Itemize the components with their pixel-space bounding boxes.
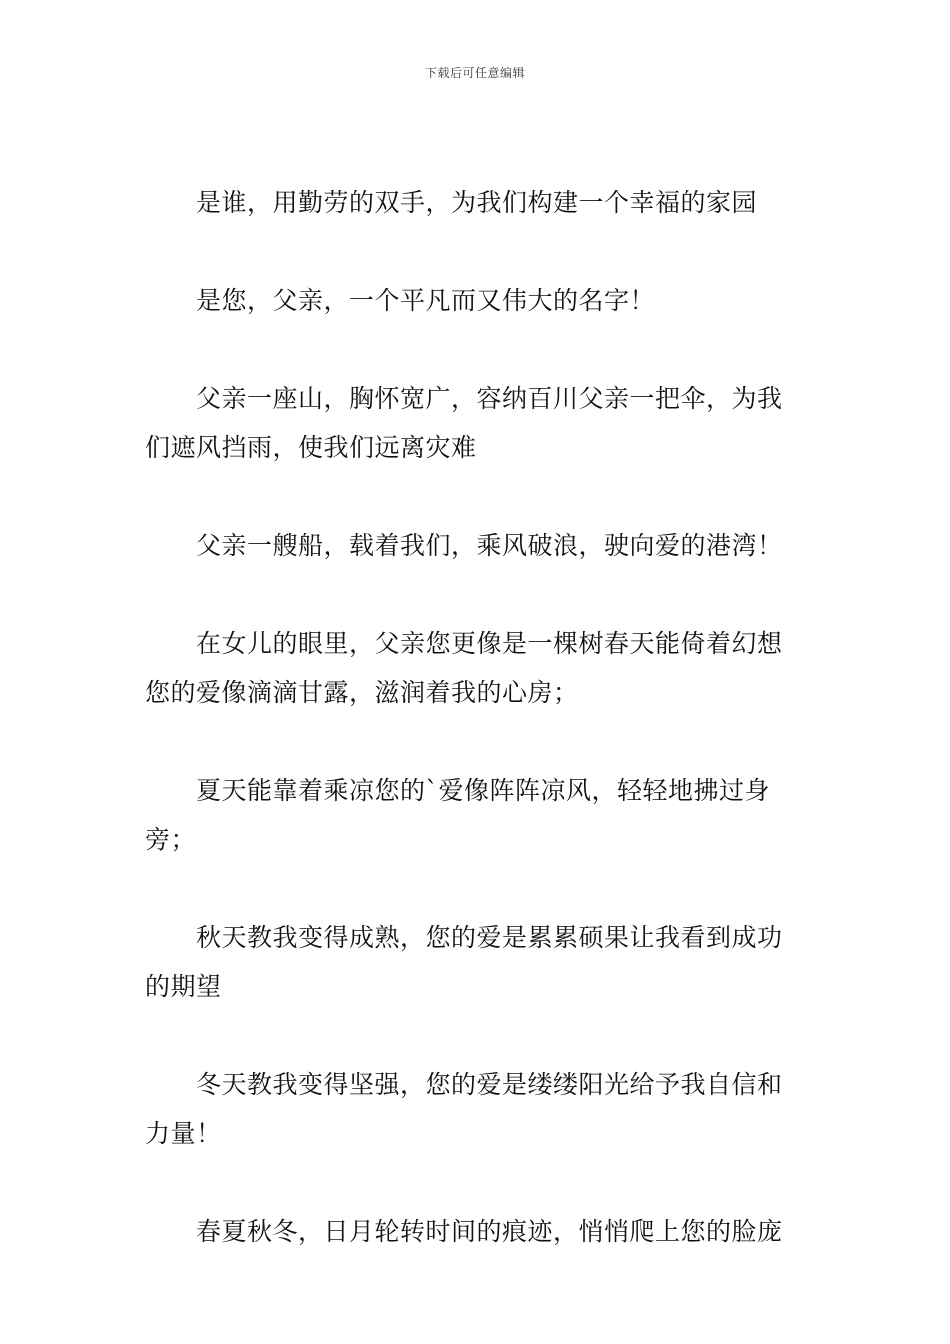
- document-body: [145, 178, 807, 1305]
- header-note: 下载后可任意编辑: [424, 66, 525, 80]
- paragraph-9: 春夏秋冬，日月轮转时间的痕迹，悄悄爬上您的脸庞: [196, 1217, 783, 1246]
- paragraph-7: 秋天教我变得成熟，您的爱是累累硕果让我看到成功的期望: [145, 923, 783, 1001]
- paragraph-5: 在女儿的眼里，父亲您更像是一棵树春天能倚着幻想您的爱像滴滴甘露，滋润着我的心房；: [145, 629, 783, 707]
- paragraph-2: 是您，父亲，一个平凡而又伟大的名字！: [196, 286, 656, 315]
- paragraph-8: 冬天教我变得坚强，您的爱是缕缕阳光给予我自信和力量！: [145, 1070, 783, 1148]
- paragraph-6: 夏天能靠着乘凉您的`爱像阵阵凉风，轻轻地拂过身旁；: [145, 776, 771, 854]
- paragraph-1: 是谁，用勤劳的双手，为我们构建一个幸福的家园: [196, 188, 758, 217]
- paragraph-4: 父亲一艘船，载着我们，乘风破浪，驶向爱的港湾！: [196, 531, 783, 560]
- paragraph-3: 父亲一座山，胸怀宽广，容纳百川父亲一把伞，为我们遮风挡雨，使我们远离灾难: [145, 384, 783, 462]
